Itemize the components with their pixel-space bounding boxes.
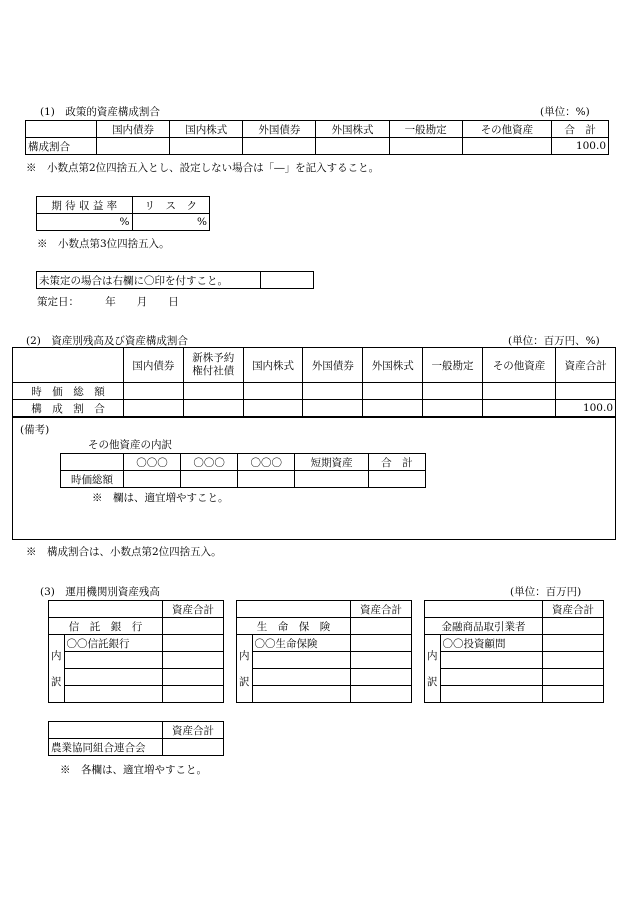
cell[interactable] — [363, 400, 423, 417]
col-header: 一般勘定 — [389, 121, 462, 138]
breakdown-label: 内 訳 — [49, 635, 65, 703]
remarks-label: (備考) — [20, 424, 50, 436]
unset-table — [36, 271, 314, 289]
col-header: 外国債券 — [303, 348, 363, 383]
cell[interactable] — [543, 669, 604, 686]
policy-allocation-table — [25, 120, 609, 155]
cell[interactable] — [243, 383, 303, 400]
breakdown-label: 内 訳 — [237, 635, 253, 703]
cell[interactable] — [64, 652, 163, 669]
cell[interactable] — [423, 383, 483, 400]
section3-unit: (単位：百万円) — [510, 586, 582, 598]
cell[interactable] — [252, 669, 351, 686]
cell[interactable] — [482, 400, 555, 417]
cell[interactable] — [163, 686, 224, 703]
cell[interactable] — [440, 652, 543, 669]
coop-table — [48, 721, 224, 756]
cell[interactable] — [543, 635, 604, 652]
institution-item: 〇〇信託銀行 — [64, 635, 163, 652]
col-header: 短期資産 — [295, 454, 369, 471]
col-header: その他資産 — [462, 121, 551, 138]
cell[interactable] — [440, 669, 543, 686]
total-cell: 100.0 — [552, 138, 609, 155]
cell[interactable] — [295, 471, 369, 488]
cell[interactable] — [163, 652, 224, 669]
cell[interactable] — [170, 138, 243, 155]
cell[interactable] — [124, 400, 184, 417]
asset-total-header: 資産合計 — [163, 722, 224, 739]
cell[interactable] — [183, 400, 243, 417]
cell[interactable] — [163, 618, 224, 635]
cell[interactable] — [64, 669, 163, 686]
cell[interactable] — [163, 739, 224, 756]
cell[interactable] — [163, 635, 224, 652]
section2-unit: (単位：百万円、%) — [508, 335, 600, 347]
section2-title: (2) 資産別残高及び資産構成割合 — [26, 335, 188, 347]
cell[interactable] — [252, 686, 351, 703]
cell[interactable] — [97, 138, 170, 155]
section3-title: (3) 運用機関別資産残高 — [40, 586, 160, 598]
cell[interactable] — [351, 635, 412, 652]
section3-note: ※ 各欄は、適宜増やすこと。 — [60, 764, 207, 776]
breakdown-note: ※ 欄は、適宜増やすこと。 — [92, 492, 229, 504]
expected-return-value[interactable]: % — [37, 214, 133, 231]
breakdown-table — [60, 453, 426, 488]
cell[interactable] — [252, 652, 351, 669]
life-insurance-table — [236, 600, 412, 703]
unset-label: 未策定の場合は右欄に〇印を付すこと。 — [37, 272, 261, 289]
cell[interactable] — [368, 471, 425, 488]
expected-return-header: 期 待 収 益 率 — [37, 197, 133, 214]
trust-bank-table — [48, 600, 224, 703]
cell[interactable] — [238, 471, 295, 488]
asset-balance-table — [12, 347, 616, 417]
row-label: 構 成 割 合 — [13, 400, 124, 417]
cell[interactable] — [163, 669, 224, 686]
cell[interactable] — [124, 471, 181, 488]
col-header-warrant: 新株予約 権付社債 — [183, 348, 243, 383]
row-label: 時 価 総 額 — [13, 383, 124, 400]
institution-label: 金融商品取引業者 — [425, 618, 543, 635]
asset-total-header: 資産合計 — [543, 601, 604, 618]
cell[interactable] — [243, 138, 316, 155]
section2-note: ※ 構成割合は、小数点第2位四捨五入。 — [26, 546, 222, 558]
expected-note: ※ 小数点第3位四捨五入。 — [37, 238, 170, 250]
col-header: 〇〇〇 — [181, 454, 238, 471]
cell[interactable] — [543, 618, 604, 635]
cell[interactable] — [440, 686, 543, 703]
risk-header: リ ス ク — [132, 197, 210, 214]
expected-return-table — [36, 196, 210, 231]
institution-item: 〇〇投資顧問 — [440, 635, 543, 652]
risk-value[interactable]: % — [132, 214, 210, 231]
cell[interactable] — [543, 686, 604, 703]
cell[interactable] — [181, 471, 238, 488]
section1-unit: (単位：%) — [540, 106, 590, 118]
cell[interactable] — [124, 383, 184, 400]
section1-note: ※ 小数点第2位四捨五入とし、設定しない場合は「―」を記入すること。 — [26, 162, 380, 174]
cell[interactable] — [543, 652, 604, 669]
row-label: 構成割合 — [26, 138, 97, 155]
cell[interactable] — [351, 669, 412, 686]
col-header: 合 計 — [552, 121, 609, 138]
cell[interactable] — [351, 618, 412, 635]
col-header: 資産合計 — [556, 348, 616, 383]
institution-label: 信 託 銀 行 — [49, 618, 163, 635]
breakdown-label: 内 訳 — [425, 635, 441, 703]
cell[interactable] — [351, 652, 412, 669]
cell[interactable] — [351, 686, 412, 703]
cell[interactable] — [183, 383, 243, 400]
col-header: 合 計 — [368, 454, 425, 471]
adoption-date: 策定日： 年 月 日 — [37, 296, 179, 308]
securities-firm-table — [424, 600, 604, 703]
row-label: 時価総額 — [61, 471, 124, 488]
cell[interactable] — [363, 383, 423, 400]
col-header: その他資産 — [482, 348, 555, 383]
col-header: 外国株式 — [363, 348, 423, 383]
cell[interactable] — [462, 138, 551, 155]
cell[interactable] — [303, 400, 363, 417]
institution-label: 生 命 保 険 — [237, 618, 351, 635]
breakdown-title: その他資産の内訳 — [88, 439, 172, 451]
coop-label: 農業協同組合連合会 — [49, 739, 163, 756]
cell[interactable] — [423, 400, 483, 417]
asset-total-header: 資産合計 — [163, 601, 224, 618]
total-cell: 100.0 — [556, 400, 616, 417]
cell[interactable] — [556, 383, 616, 400]
col-header: 国内債券 — [97, 121, 170, 138]
col-header: 〇〇〇 — [124, 454, 181, 471]
institution-item: 〇〇生命保険 — [252, 635, 351, 652]
cell[interactable] — [482, 383, 555, 400]
col-header: 国内株式 — [243, 348, 303, 383]
col-header: 外国株式 — [316, 121, 389, 138]
cell[interactable] — [303, 383, 363, 400]
cell[interactable] — [243, 400, 303, 417]
col-header: 国内債券 — [124, 348, 184, 383]
section1-title: (1) 政策的資産構成割合 — [40, 106, 160, 118]
cell[interactable] — [389, 138, 462, 155]
asset-total-header: 資産合計 — [351, 601, 412, 618]
unset-mark-cell[interactable] — [261, 272, 314, 289]
col-header: 一般勘定 — [423, 348, 483, 383]
col-header: 国内株式 — [170, 121, 243, 138]
col-header: 〇〇〇 — [238, 454, 295, 471]
col-header: 外国債券 — [243, 121, 316, 138]
cell[interactable] — [316, 138, 389, 155]
cell[interactable] — [64, 686, 163, 703]
